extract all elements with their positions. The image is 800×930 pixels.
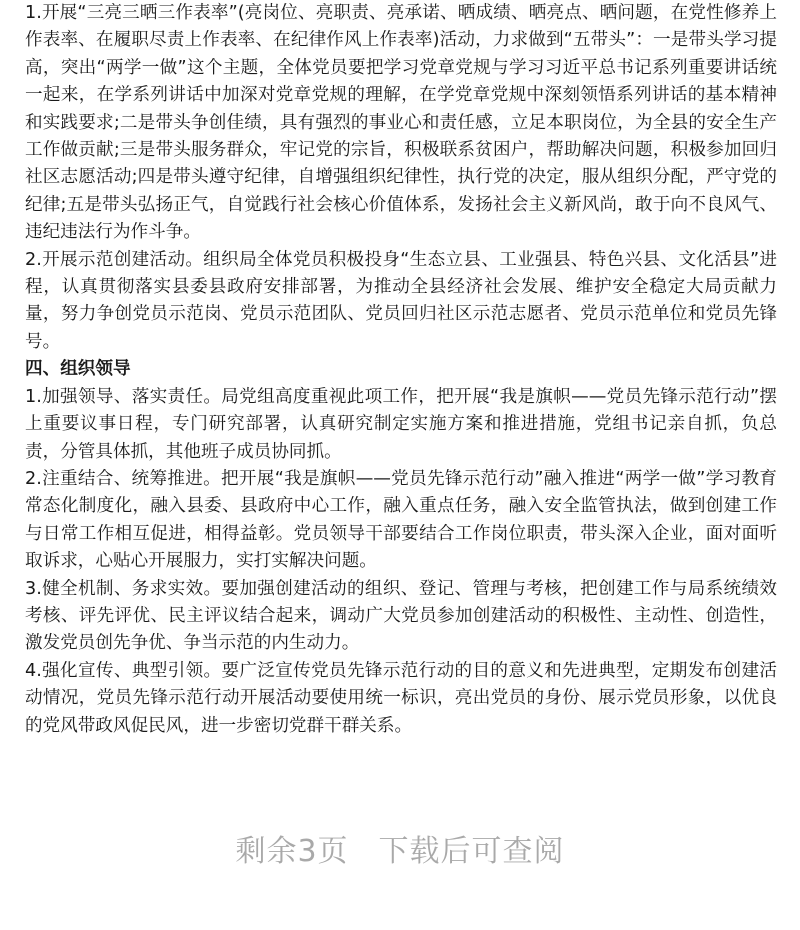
paragraph-leadership-3: 3.健全机制、务求实效。要加强创建活动的组织、登记、管理与考核，把创建工作与局系统绩效考核、评先评优、民主评议结合起来，调动广大党员参加创建活动的积极性、主动性、创造性，激发党员创先争优、争当示范的内生动力。 xyxy=(25,578,777,654)
remaining-pages-text[interactable]: 剩余3页 xyxy=(235,834,349,869)
paragraph-activity-1: 1.开展“三亮三晒三作表率”(亮岗位、亮职责、亮承诺、晒成绩、晒亮点、晒问题，在党性修养上作表率、在履职尽责上作表率、在纪律作风上作表率)活动，力求做到“五带头”：一是带头学习提高，突出“两学一做”这个主题，全体党员要把学习党章党规与学习习近平总书记系列重要讲话统一起来，在学系列讲话中加深对党章党规的理解，在学党章党规中深刻领悟系列讲话的基本精神和实践要求;二是带头争创佳绩，具有强烈的事业心和责任感，立足本职岗位，为全县的安全生产工作做贡献;三是带头服务群众，牢记党的宗旨，积极联系贫困户，帮助解决问题，积极参加回归社区志愿活动;四是带头遵守纪律，自增强组织纪律性，执行党的决定，服从组织分配，严守党的纪律;五是带头弘扬正气，自觉践行社会核心价值体系，发扬社会主义新风尚，敢于向不良风气、违纪违法行为作斗争。 xyxy=(25,3,777,243)
section-heading-organization: 四、组织领导 xyxy=(25,359,131,380)
download-prompt[interactable] xyxy=(0,830,800,874)
paragraph-leadership-2: 2.注重结合、统筹推进。把开展“我是旗帜——党员先锋示范行动”融入推进“两学一做”学习教育常态化制度化，融入县委、县政府中心工作，融入重点任务，融入安全监管执法，做到创建工作与日常工作相互促进，相得益彰。党员领导干部要结合工作岗位职责，带头深入企业，面对面听取诉求，心贴心开展服力，实打实解决问题。 xyxy=(25,468,777,572)
paragraph-leadership-1: 1.加强领导、落实责任。局党组高度重视此项工作，把开展“我是旗帜——党员先锋示范行动”摆上重要议事日程，专门研究部署，认真研究制定实施方案和推进措施，党组书记亲自抓，负总责，分管具体抓，其他班子成员协同抓。 xyxy=(25,386,777,462)
paragraph-leadership-4: 4.强化宣传、典型引领。要广泛宣传党员先锋示范行动的目的意义和先进典型，定期发布创建活动情况，党员先锋示范行动开展活动要使用统一标识，亮出党员的身份、展示党员形象，以优良的党风带政风促民风，进一步密切党群干群关系。 xyxy=(25,660,777,736)
paragraph-activity-2: 2.开展示范创建活动。组织局全体党员积极投身“生态立县、工业强县、特色兴县、文化活县”进程，认真贯彻落实县委县政府安排部署，为推动全县经济社会发展、维护安全稳定大局贡献力量，努力争创党员示范岗、党员示范团队、党员回归社区示范志愿者、党员示范单位和党员先锋号。 xyxy=(25,249,777,352)
download-hint-text[interactable]: 下载后可查阅 xyxy=(378,834,565,869)
document-page xyxy=(25,0,777,790)
